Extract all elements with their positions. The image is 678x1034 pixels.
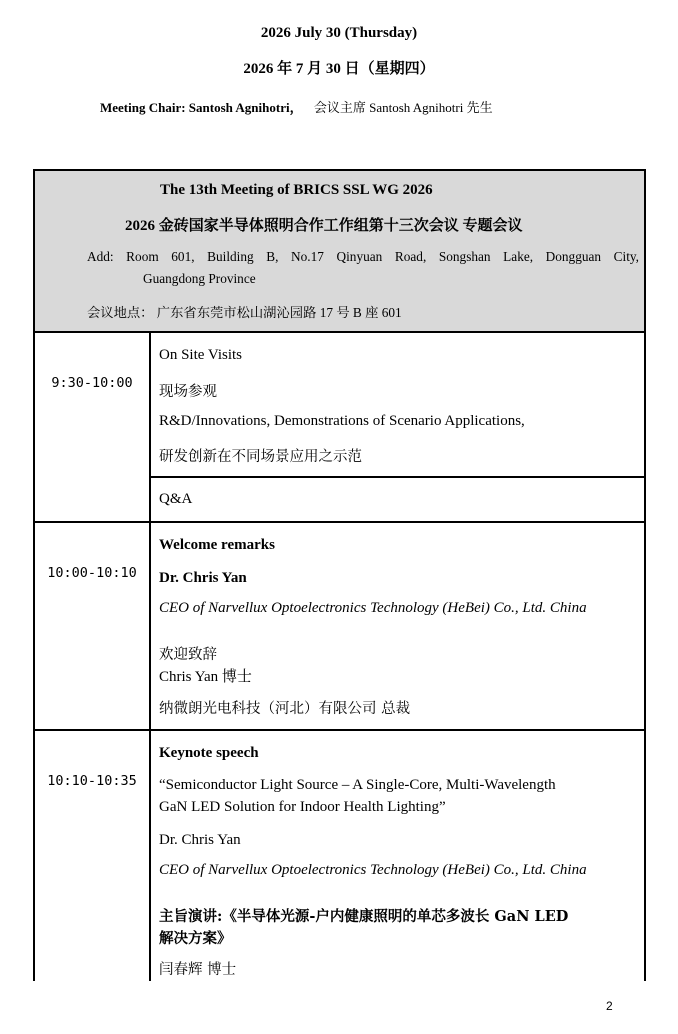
speaker-name: Dr. Chris Yan bbox=[159, 570, 247, 586]
session-description: R&D/Innovations, Demonstrations of Scenario Applications, bbox=[159, 413, 525, 429]
date-chinese: 2026 年 7 月 30 日（星期四） bbox=[243, 61, 435, 77]
talk-title-chinese-line2: 解决方案》 bbox=[159, 930, 232, 947]
time-label: 10:10-10:35 bbox=[47, 773, 137, 789]
session-title: On Site Visits bbox=[159, 347, 243, 363]
meeting-chair bbox=[100, 97, 493, 116]
address-english-line2: Guangdong Province bbox=[143, 271, 256, 286]
speaker-affiliation: CEO of Narvellux Optoelectronics Technology (HeBei) Co., Ltd. China bbox=[159, 862, 587, 878]
time-cell bbox=[35, 333, 151, 521]
address-english-line1: Add: Room 601, Building B, No.17 Qinyuan Road, Songshan Lake, Dongguan City, bbox=[87, 249, 639, 264]
session-title-chinese: 现场参观 bbox=[159, 384, 217, 400]
chair-chinese: 会议主席 Santosh Agnihotri 先生 bbox=[313, 100, 493, 115]
speaker-name: Dr. Chris Yan bbox=[159, 832, 241, 848]
talk-title-line2: GaN LED Solution for Indoor Health Lighting” bbox=[159, 799, 446, 815]
session-title-chinese: 欢迎致辞 bbox=[159, 647, 217, 663]
speaker-affiliation-chinese: 纳微朗光电科技（河北）有限公司 总裁 bbox=[159, 701, 411, 717]
time-label: 9:30-10:00 bbox=[51, 375, 133, 391]
agenda-row-onsite-visits bbox=[35, 333, 644, 523]
time-cell bbox=[35, 731, 151, 981]
speaker-affiliation: CEO of Narvellux Optoelectronics Technology (HeBei) Co., Ltd. China bbox=[159, 600, 587, 616]
session-description-chinese: 研发创新在不同场景应用之示范 bbox=[159, 449, 362, 465]
qa-divider bbox=[151, 476, 644, 478]
date-english: 2026 July 30 (Thursday) bbox=[260, 25, 418, 41]
talk-title-line1: “Semiconductor Light Source – A Single-Core, Multi-Wavelength bbox=[159, 777, 556, 793]
session-title: Keynote speech bbox=[159, 745, 259, 761]
meeting-title-box bbox=[35, 171, 644, 333]
chair-label: Meeting Chair: Santosh Agnihotri， bbox=[100, 100, 303, 115]
speaker-name-chinese: Chris Yan 博士 bbox=[159, 669, 252, 685]
session-title: Welcome remarks bbox=[159, 537, 275, 553]
qa-label: Q&A bbox=[159, 491, 193, 507]
agenda-row-welcome-remarks bbox=[35, 523, 644, 731]
time-label: 10:00-10:10 bbox=[47, 565, 137, 581]
meeting-title-english: The 13th Meeting of BRICS SSL WG 2026 bbox=[160, 182, 433, 198]
speaker-name-chinese: 闫春辉 博士 bbox=[159, 962, 237, 978]
meeting-title-chinese: 2026 金砖国家半导体照明合作工作组第十三次会议 专题会议 bbox=[125, 218, 523, 234]
address-chinese: 会议地点： 广东省东莞市松山湖沁园路 17 号 B 座 601 bbox=[87, 305, 402, 320]
page-number: 2 bbox=[606, 999, 613, 1013]
time-cell bbox=[35, 523, 151, 729]
talk-title-chinese-line1: 主旨演讲:《半导体光源-户内健康照明的单芯多波长 GaN LED bbox=[159, 908, 569, 925]
agenda-table bbox=[33, 169, 646, 981]
agenda-row-keynote bbox=[35, 731, 644, 981]
